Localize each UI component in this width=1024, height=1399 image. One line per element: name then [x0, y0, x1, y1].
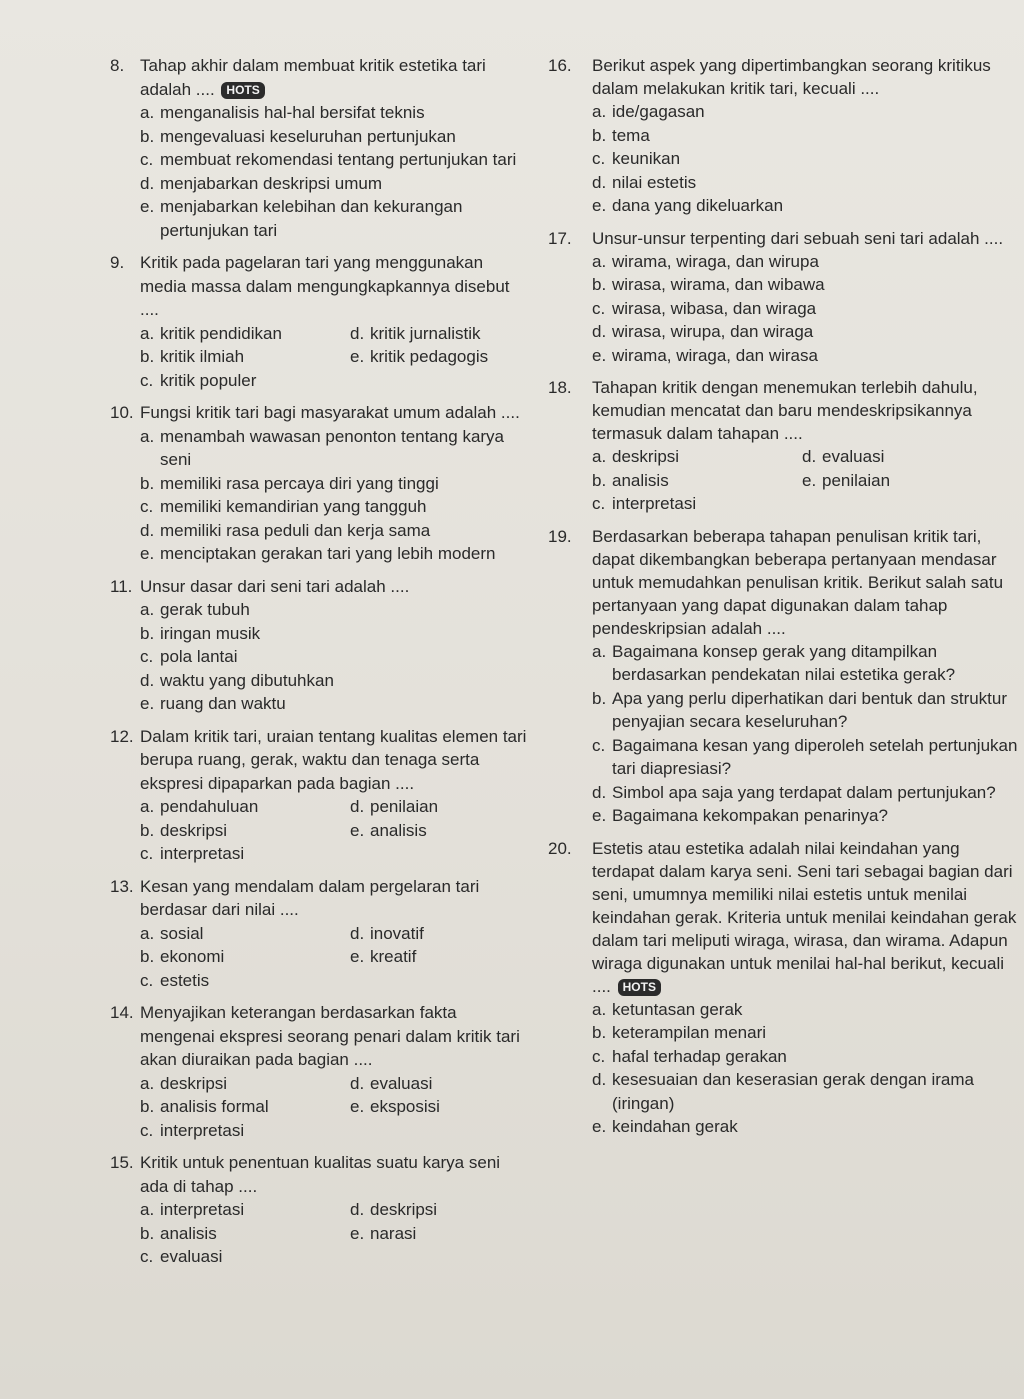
option-text: menjabarkan kelebihan dan kekurangan pertunjukan tari	[160, 197, 463, 240]
question-15	[110, 1151, 530, 1269]
answer-option[interactable]	[140, 148, 530, 172]
option-text: memiliki rasa peduli dan kerja sama	[160, 520, 431, 540]
question-text: Tahapan kritik dengan menemukan terlebih dahulu, kemudian mencatat dan baru mendeskripsikannya termasuk dalam tahapan ....	[592, 378, 978, 443]
option-letter: b.	[140, 623, 155, 643]
option-text: deskripsi	[370, 1200, 438, 1219]
question-13	[110, 875, 530, 993]
option-text: interpretasi	[160, 1120, 245, 1140]
option-letter: e.	[592, 1117, 607, 1136]
option-letter: a.	[140, 1200, 155, 1219]
question-stem	[110, 54, 530, 101]
question-number: 8.	[110, 56, 125, 75]
option-letter: a.	[592, 102, 607, 121]
answer-option[interactable]	[592, 445, 802, 469]
question-11	[110, 575, 530, 716]
option-text: penilaian	[822, 470, 891, 490]
answer-option[interactable]	[140, 1072, 350, 1096]
answer-option[interactable]	[350, 922, 530, 946]
option-letter: d.	[592, 322, 607, 341]
option-text: nilai estetis	[612, 172, 697, 192]
answer-option[interactable]	[140, 692, 530, 716]
answer-options	[140, 795, 530, 866]
answer-option[interactable]	[592, 687, 1018, 734]
answer-option[interactable]	[592, 100, 1018, 124]
answer-option[interactable]	[592, 194, 1018, 218]
answer-option[interactable]	[592, 250, 1018, 274]
option-text: pendahuluan	[160, 797, 259, 816]
hots-badge: HOTS	[618, 979, 661, 996]
option-letter: d.	[350, 797, 365, 816]
option-letter: a.	[140, 103, 155, 122]
option-letter: e.	[592, 806, 607, 825]
question-text: Kritik pada pagelaran tari yang menggunakan media massa dalam mengungkapkannya disebut ....	[140, 253, 510, 319]
option-letter: c.	[592, 1046, 606, 1066]
answer-option[interactable]	[350, 1095, 530, 1119]
answer-option[interactable]	[592, 492, 802, 516]
option-text: analisis	[160, 1223, 217, 1243]
answer-options	[140, 1198, 530, 1269]
option-text: menambah wawasan penonton tentang karya seni	[160, 426, 505, 469]
answer-option[interactable]	[592, 171, 1018, 195]
option-text: kreatif	[370, 947, 417, 966]
option-letter: c.	[140, 1247, 154, 1266]
option-letter: a.	[140, 923, 155, 943]
option-letter: b.	[140, 1097, 155, 1116]
option-text: Bagaimana kesan yang diperoleh setelah pertunjukan tari diapresiasi?	[612, 735, 1018, 778]
option-text: menganalisis hal-hal bersifat teknis	[160, 103, 425, 122]
question-stem	[110, 401, 530, 425]
answer-option[interactable]	[140, 669, 530, 693]
option-letter: c.	[140, 497, 154, 516]
option-text: analisis	[612, 470, 669, 490]
question-stem	[548, 525, 1018, 640]
question-stem	[548, 54, 1018, 100]
answer-option[interactable]	[592, 804, 1018, 828]
option-letter: d.	[350, 1200, 365, 1219]
answer-option[interactable]	[350, 322, 530, 346]
option-text: interpretasi	[612, 494, 697, 513]
option-letter: e.	[140, 197, 155, 216]
answer-option[interactable]	[140, 425, 530, 472]
answer-option[interactable]	[592, 781, 1018, 805]
option-letter: e.	[140, 694, 155, 713]
option-text: waktu yang dibutuhkan	[160, 670, 334, 690]
option-letter: e.	[350, 1097, 365, 1116]
option-text: Simbol apa saja yang terdapat dalam pertunjukan?	[612, 782, 996, 802]
option-letter: a.	[140, 600, 155, 619]
question-number: 17.	[548, 228, 572, 248]
option-letter: a.	[592, 999, 607, 1019]
answer-option[interactable]	[350, 1072, 530, 1096]
option-letter: c.	[140, 647, 154, 666]
option-letter: d.	[350, 923, 365, 943]
answer-option[interactable]	[350, 819, 530, 843]
answer-options	[592, 445, 1018, 516]
question-text: Fungsi kritik tari bagi masyarakat umum adalah ....	[140, 403, 520, 422]
option-text: ide/gagasan	[612, 102, 705, 121]
option-text: interpretasi	[160, 844, 245, 863]
option-letter: b.	[592, 275, 607, 294]
answer-option[interactable]	[140, 369, 350, 393]
question-stem	[110, 575, 530, 599]
option-letter: c.	[140, 150, 154, 169]
question-20	[548, 837, 1018, 1139]
option-text: kritik pendidikan	[160, 323, 282, 343]
question-text: Berikut aspek yang dipertimbangkan seorang kritikus dalam melakukan kritik tari, kecuali ....	[592, 56, 991, 98]
question-text: Berdasarkan beberapa tahapan penulisan kritik tari, dapat dikembangkan beberapa pertanyaan mendasar untuk memudahkan penulisan kritik. Berikut salah satu pertanyaan yang dapat digunakan dalam tahap pendeskripsian adalah ....	[592, 526, 1004, 638]
answer-option[interactable]	[592, 1045, 1018, 1069]
option-text: wirama, wiraga, dan wirasa	[612, 345, 818, 365]
answer-option[interactable]	[592, 273, 1018, 297]
option-letter: e.	[350, 947, 365, 966]
question-number: 10.	[110, 403, 134, 422]
question-stem	[110, 1001, 530, 1072]
option-text: hafal terhadap gerakan	[612, 1046, 787, 1066]
left-column	[110, 54, 530, 1278]
option-text: analisis formal	[160, 1097, 269, 1116]
question-text: Tahap akhir dalam membuat kritik estetika tari adalah ....	[140, 56, 486, 99]
option-letter: d.	[350, 1073, 365, 1093]
option-letter: e.	[350, 820, 365, 840]
option-text: tema	[612, 125, 650, 145]
question-text: Kritik untuk penentuan kualitas suatu karya seni ada di tahap ....	[140, 1153, 501, 1196]
option-letter: a.	[592, 641, 607, 661]
answer-option[interactable]	[592, 297, 1018, 321]
answer-option[interactable]	[350, 345, 530, 369]
answer-option[interactable]	[140, 1119, 350, 1143]
option-letter: c.	[592, 298, 606, 318]
option-letter: d.	[592, 172, 607, 192]
question-19	[548, 525, 1018, 828]
option-text: estetis	[160, 970, 210, 990]
option-letter: a.	[140, 1073, 155, 1093]
question-stem	[110, 251, 530, 322]
answer-option[interactable]	[592, 1021, 1018, 1045]
option-letter: c.	[140, 970, 154, 990]
answer-option[interactable]	[350, 795, 530, 819]
answer-option[interactable]	[592, 998, 1018, 1022]
option-letter: d.	[140, 520, 155, 540]
answer-option[interactable]	[592, 1115, 1018, 1139]
right-column	[548, 54, 1018, 1148]
question-number: 19.	[548, 526, 572, 546]
question-text: Unsur-unsur terpenting dari sebuah seni tari adalah ....	[592, 228, 1004, 248]
question-text: Estetis atau estetika adalah nilai keindahan yang terdapat dalam karya seni. Seni tari sebagai bagian dari seni, umumnya memiliki nilai estetis untuk menilai keindahan gerak. Kriteria untuk menilai keindahan gerak dalam tari meliputi wiraga, wirasa, dan wirama. Adapun wiraga digunakan untuk menilai hal-hal berikut, kecuali ....	[592, 838, 1017, 996]
option-letter: e.	[592, 196, 607, 215]
question-number: 14.	[110, 1003, 134, 1022]
option-letter: b.	[140, 126, 155, 146]
option-text: narasi	[370, 1223, 417, 1243]
question-number: 16.	[548, 56, 572, 75]
option-text: Apa yang perlu diperhatikan dari bentuk dan struktur penyajian secara keseluruhan?	[612, 688, 1008, 731]
option-letter: d.	[140, 670, 155, 690]
option-text: penilaian	[370, 797, 439, 816]
option-text: kesesuaian dan keserasian gerak dengan irama (iringan)	[612, 1070, 974, 1113]
answer-option[interactable]	[592, 734, 1018, 781]
answer-option[interactable]	[592, 124, 1018, 148]
option-letter: c.	[592, 735, 606, 755]
option-letter: a.	[140, 797, 155, 816]
question-text: Unsur dasar dari seni tari adalah ....	[140, 576, 410, 596]
option-letter: a.	[592, 447, 607, 466]
answer-option[interactable]	[592, 344, 1018, 368]
option-letter: b.	[140, 820, 155, 840]
question-stem	[548, 376, 1018, 445]
option-text: evaluasi	[822, 447, 885, 466]
answer-options	[140, 101, 530, 242]
answer-option[interactable]	[140, 101, 530, 125]
answer-option[interactable]	[140, 472, 530, 496]
option-text: keunikan	[612, 149, 681, 168]
option-text: wirasa, wibasa, dan wiraga	[612, 298, 817, 318]
answer-options	[140, 922, 530, 993]
answer-option[interactable]	[140, 1198, 350, 1222]
option-letter: a.	[140, 323, 155, 343]
answer-option[interactable]	[140, 945, 350, 969]
question-number: 11.	[110, 576, 133, 596]
option-text: interpretasi	[160, 1200, 245, 1219]
option-letter: c.	[140, 1120, 154, 1140]
question-18	[548, 376, 1018, 516]
answer-option[interactable]	[592, 320, 1018, 344]
answer-option[interactable]	[140, 645, 530, 669]
option-letter: b.	[592, 688, 607, 708]
option-text: keterampilan menari	[612, 1023, 767, 1042]
answer-option[interactable]	[592, 147, 1018, 171]
answer-options	[592, 640, 1018, 828]
option-text: kritik jurnalistik	[370, 323, 481, 343]
answer-options	[592, 250, 1018, 368]
answer-options	[592, 100, 1018, 218]
answer-option[interactable]	[140, 125, 530, 149]
option-text: analisis	[370, 820, 427, 840]
answer-option[interactable]	[140, 1095, 350, 1119]
option-letter: c.	[140, 844, 154, 863]
answer-option[interactable]	[140, 172, 530, 196]
question-stem	[110, 725, 530, 796]
option-text: dana yang dikeluarkan	[612, 196, 784, 215]
answer-option[interactable]	[350, 945, 530, 969]
option-letter: e.	[140, 544, 155, 563]
option-letter: d.	[350, 323, 365, 343]
option-letter: e.	[350, 1223, 365, 1243]
question-stem	[110, 1151, 530, 1198]
option-text: gerak tubuh	[160, 600, 250, 619]
question-14	[110, 1001, 530, 1142]
option-text: menciptakan gerakan tari yang lebih modern	[160, 544, 496, 563]
question-17	[548, 227, 1018, 368]
question-number: 9.	[110, 253, 125, 272]
answer-option[interactable]	[140, 1245, 350, 1269]
option-text: wirasa, wirama, dan wibawa	[612, 275, 825, 294]
answer-option[interactable]	[350, 1198, 530, 1222]
answer-option[interactable]	[140, 519, 530, 543]
answer-options	[140, 322, 530, 393]
option-text: kritik ilmiah	[160, 347, 245, 366]
answer-option[interactable]	[140, 195, 530, 242]
answer-option[interactable]	[802, 445, 1018, 469]
question-16	[548, 54, 1018, 218]
answer-option[interactable]	[592, 469, 802, 493]
option-letter: e.	[350, 347, 365, 366]
option-text: keindahan gerak	[612, 1117, 738, 1136]
question-number: 13.	[110, 876, 134, 896]
question-10	[110, 401, 530, 566]
option-text: inovatif	[370, 923, 424, 943]
question-number: 20.	[548, 838, 572, 858]
hots-badge: HOTS	[221, 82, 264, 99]
question-number: 18.	[548, 378, 572, 397]
option-text: ekonomi	[160, 947, 225, 966]
answer-option[interactable]	[140, 922, 350, 946]
option-letter: b.	[592, 1023, 607, 1042]
answer-options	[140, 425, 530, 566]
option-text: mengevaluasi keseluruhan pertunjukan	[160, 126, 456, 146]
option-letter: b.	[592, 470, 607, 490]
answer-option[interactable]	[140, 819, 350, 843]
option-letter: d.	[140, 173, 155, 193]
question-number: 15.	[110, 1153, 134, 1172]
answer-option[interactable]	[140, 542, 530, 566]
option-letter: e.	[802, 470, 817, 490]
option-text: iringan musik	[160, 623, 261, 643]
option-text: deskripsi	[160, 1073, 228, 1093]
option-text: sosial	[160, 923, 204, 943]
option-letter: d.	[592, 1070, 607, 1089]
option-letter: d.	[592, 782, 607, 802]
option-letter: a.	[592, 251, 607, 271]
option-text: ketuntasan gerak	[612, 999, 743, 1019]
option-letter: b.	[592, 125, 607, 145]
option-text: kritik populer	[160, 370, 257, 390]
option-letter: b.	[140, 1223, 155, 1243]
answer-option[interactable]	[140, 322, 350, 346]
option-letter: c.	[140, 370, 154, 390]
option-text: Bagaimana konsep gerak yang ditampilkan berdasarkan pendekatan nilai estetika gerak?	[612, 641, 956, 684]
answer-option[interactable]	[592, 640, 1018, 687]
question-12	[110, 725, 530, 866]
option-text: deskripsi	[160, 820, 228, 840]
question-stem	[548, 227, 1018, 250]
option-letter: c.	[592, 149, 606, 168]
answer-options	[592, 998, 1018, 1139]
option-text: memiliki rasa percaya diri yang tinggi	[160, 473, 439, 493]
answer-option[interactable]	[802, 469, 1018, 493]
answer-option[interactable]	[140, 842, 350, 866]
question-8	[110, 54, 530, 242]
question-text: Dalam kritik tari, uraian tentang kualitas elemen tari berupa ruang, gerak, waktu dan tenaga serta ekspresi dipaparkan pada bagian ....	[140, 726, 527, 793]
option-text: eksposisi	[370, 1097, 440, 1116]
question-number: 12.	[110, 726, 134, 746]
answer-option[interactable]	[140, 1222, 350, 1246]
answer-option[interactable]	[140, 622, 530, 646]
option-text: wirasa, wirupa, dan wiraga	[612, 322, 814, 341]
option-letter: d.	[802, 447, 817, 466]
answer-option[interactable]	[350, 1222, 530, 1246]
option-text: memiliki kemandirian yang tangguh	[160, 497, 427, 516]
question-text: Menyajikan keterangan berdasarkan fakta mengenai ekspresi seorang penari dalam kritik tari akan diuraikan pada bagian ....	[140, 1003, 520, 1069]
answer-option[interactable]	[140, 495, 530, 519]
question-stem	[110, 875, 530, 922]
answer-options	[140, 1072, 530, 1143]
option-letter: a.	[140, 426, 155, 446]
answer-option[interactable]	[592, 1068, 1018, 1115]
option-letter: c.	[592, 494, 606, 513]
answer-options	[140, 598, 530, 716]
question-stem	[548, 837, 1018, 998]
option-letter: b.	[140, 473, 155, 493]
answer-option[interactable]	[140, 969, 350, 993]
question-9	[110, 251, 530, 392]
option-letter: b.	[140, 347, 155, 366]
option-text: evaluasi	[160, 1247, 223, 1266]
option-text: ruang dan waktu	[160, 694, 286, 713]
answer-option[interactable]	[140, 345, 350, 369]
option-text: membuat rekomendasi tentang pertunjukan tari	[160, 150, 517, 169]
option-text: wirama, wiraga, dan wirupa	[612, 251, 819, 271]
option-letter: b.	[140, 947, 155, 966]
option-text: deskripsi	[612, 447, 680, 466]
option-text: kritik pedagogis	[370, 347, 489, 366]
option-text: pola lantai	[160, 647, 238, 666]
question-text: Kesan yang mendalam dalam pergelaran tari berdasar dari nilai ....	[140, 876, 480, 919]
option-text: Bagaimana kekompakan penarinya?	[612, 806, 888, 825]
option-text: menjabarkan deskripsi umum	[160, 173, 383, 193]
option-text: evaluasi	[370, 1073, 433, 1093]
answer-option[interactable]	[140, 598, 530, 622]
answer-option[interactable]	[140, 795, 350, 819]
option-letter: e.	[592, 345, 607, 365]
